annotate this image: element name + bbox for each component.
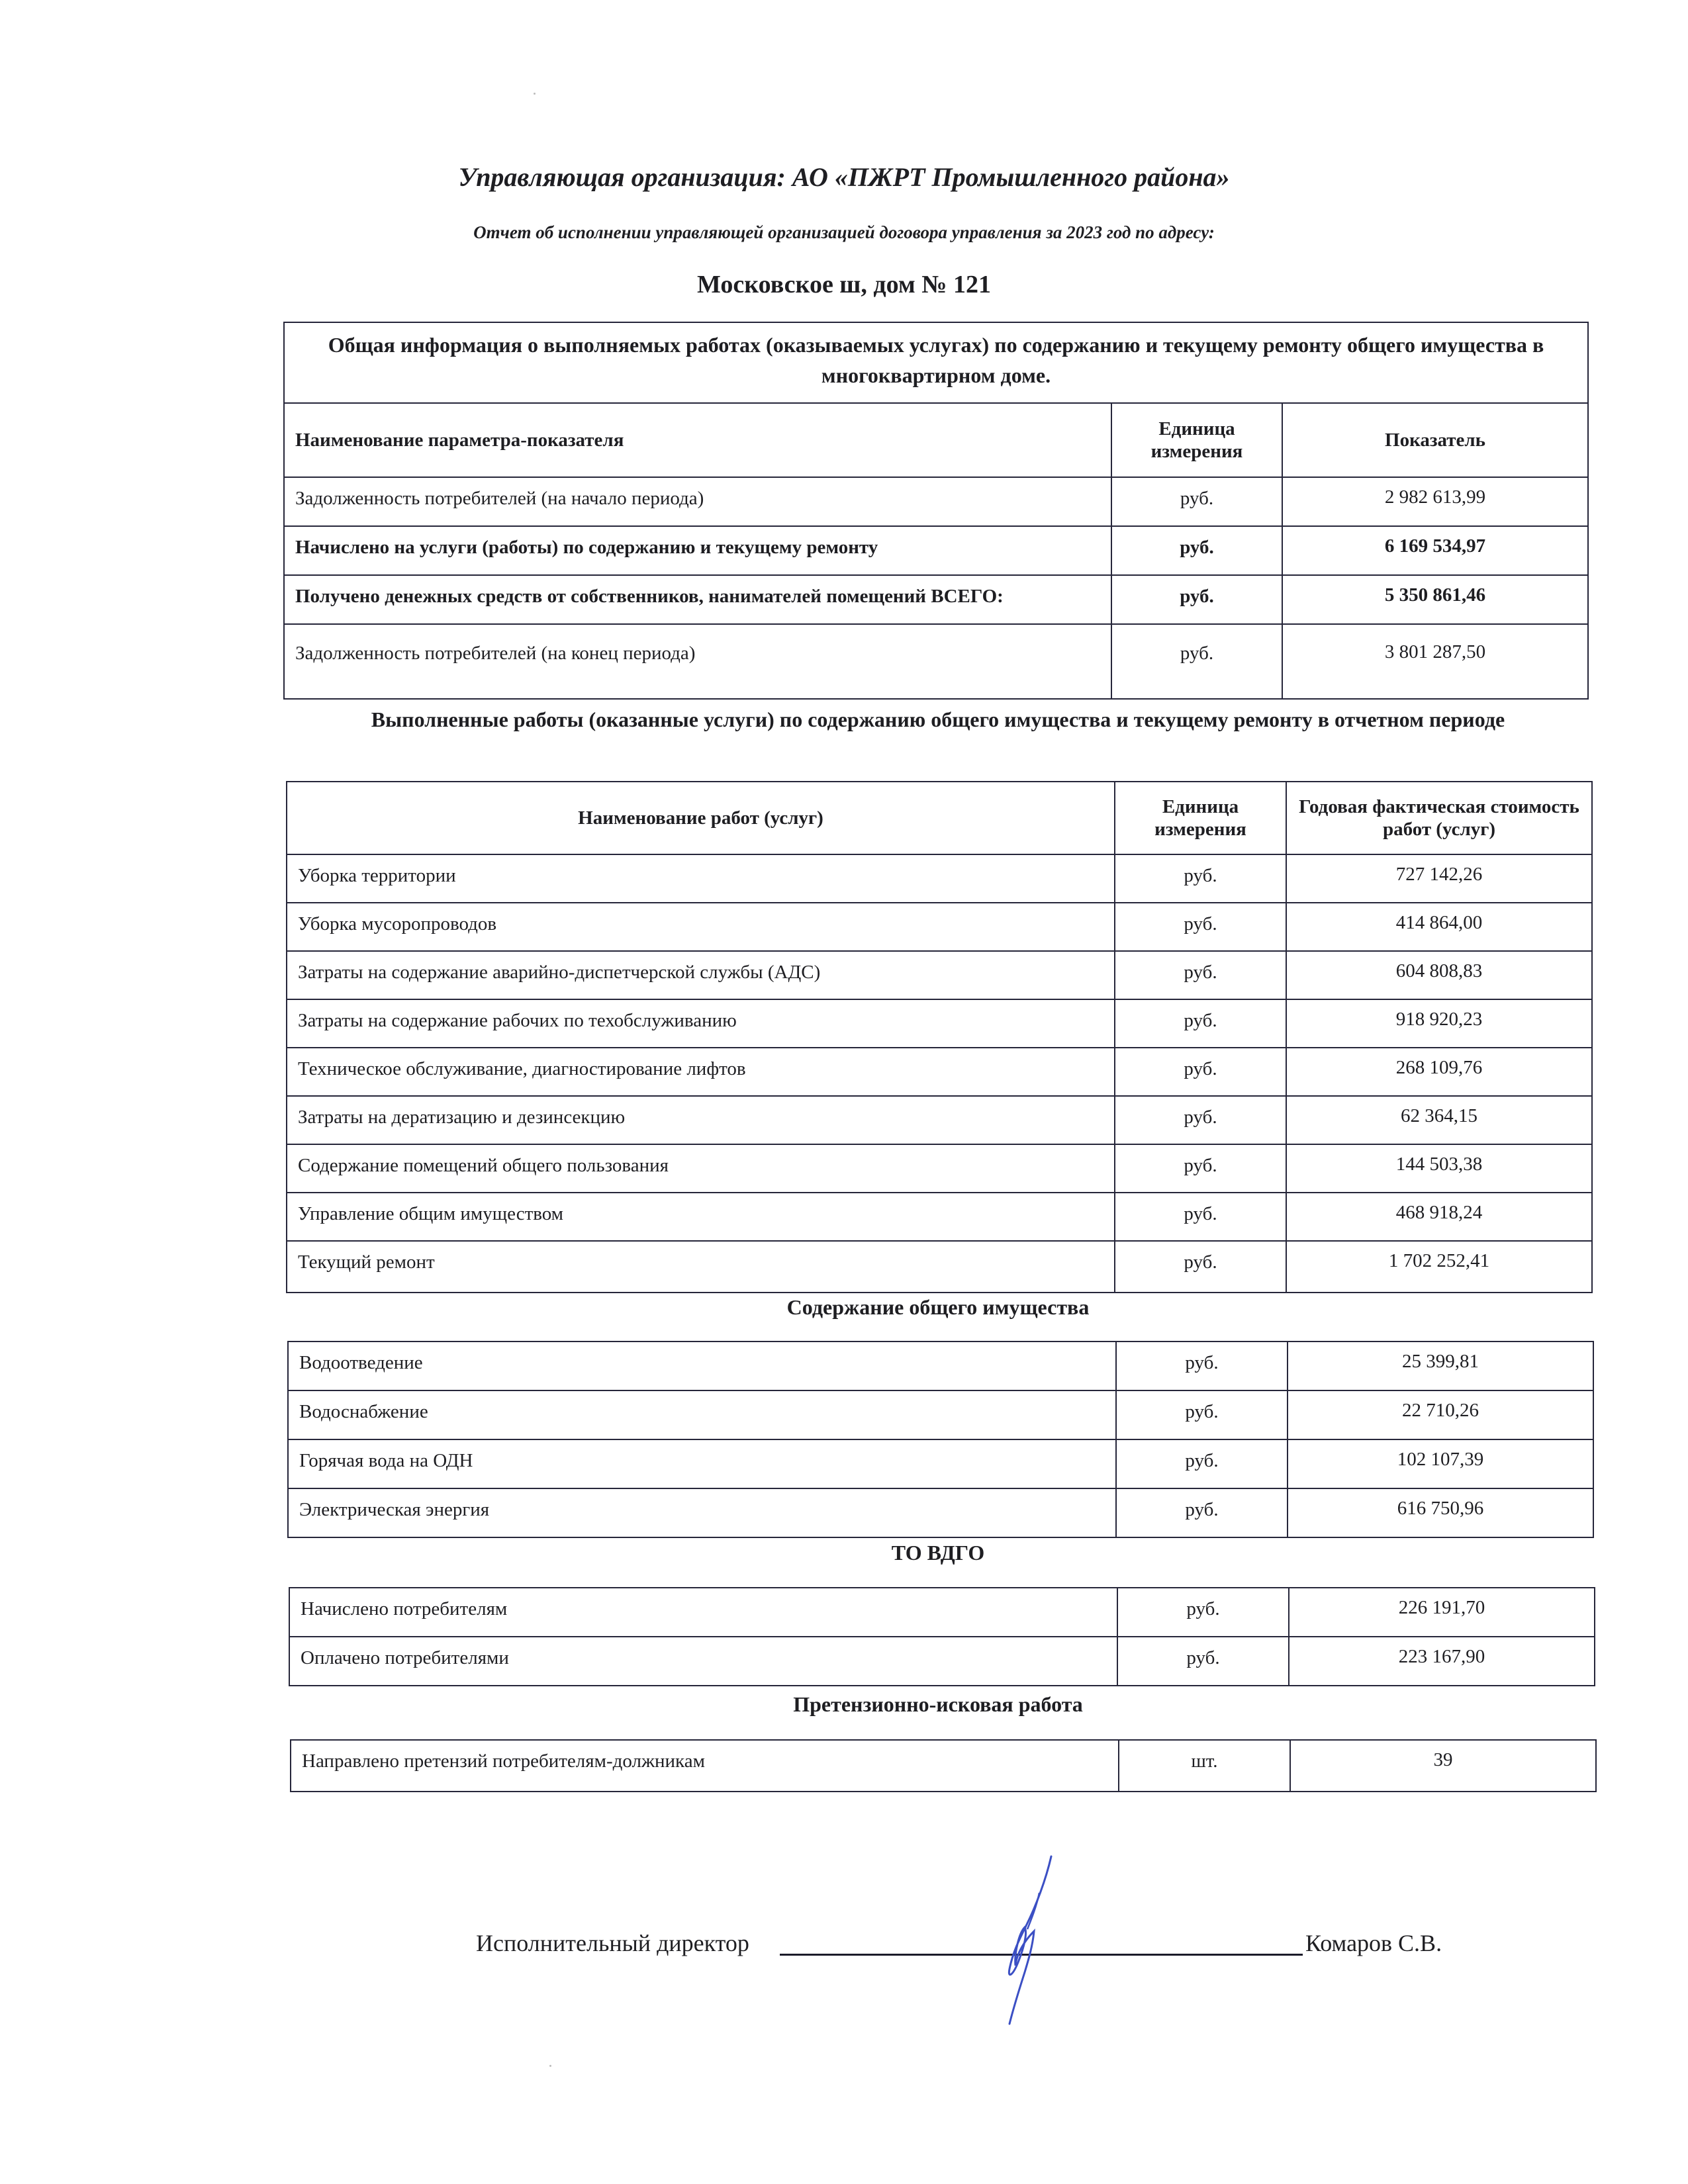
row-unit: руб.	[1115, 1193, 1286, 1241]
row-unit: руб.	[1115, 1241, 1286, 1293]
table-row	[289, 1637, 1595, 1686]
table-row	[287, 1144, 1592, 1193]
row-value: 1 702 252,41	[1286, 1241, 1592, 1293]
table-row	[284, 526, 1588, 575]
row-value: 223 167,90	[1289, 1637, 1595, 1686]
row-unit: руб.	[1111, 575, 1282, 624]
common-property-table	[287, 1341, 1594, 1538]
table-row	[287, 1048, 1592, 1096]
table-row	[291, 1740, 1596, 1792]
table-row	[288, 1488, 1593, 1537]
row-value: 468 918,24	[1286, 1193, 1592, 1241]
column-header-work-name: Наименование работ (услуг)	[287, 782, 1115, 854]
row-name: Управление общим имуществом	[287, 1193, 1115, 1241]
row-unit: шт.	[1119, 1740, 1290, 1792]
row-unit: руб.	[1115, 854, 1286, 903]
works-section-title: Выполненные работы (оказанные услуги) по содержанию общего имущества и текущему ремонту в отчетном периоде	[371, 707, 1505, 731]
address-heading: Московское ш, дом № 121	[697, 271, 991, 298]
table-row	[287, 854, 1592, 903]
row-value: 2 982 613,99	[1282, 477, 1588, 526]
row-name: Начислено потребителям	[289, 1588, 1117, 1637]
row-unit: руб.	[1111, 624, 1282, 699]
row-value: 22 710,26	[1288, 1390, 1593, 1439]
row-unit: руб.	[1116, 1342, 1288, 1390]
row-value: 5 350 861,46	[1282, 575, 1588, 624]
row-unit: руб.	[1117, 1637, 1289, 1686]
table-row	[287, 1193, 1592, 1241]
column-header-parameter: Наименование параметра-показателя	[284, 403, 1111, 477]
row-unit: руб.	[1115, 1048, 1286, 1096]
row-value: 226 191,70	[1289, 1588, 1595, 1637]
row-name: Техническое обслуживание, диагностирование лифтов	[287, 1048, 1115, 1096]
row-name: Затраты на дератизацию и дезинсекцию	[287, 1096, 1115, 1144]
row-unit: руб.	[1115, 903, 1286, 951]
table-row	[288, 1390, 1593, 1439]
row-name: Направлено претензий потребителям-должникам	[291, 1740, 1119, 1792]
row-value: 616 750,96	[1288, 1488, 1593, 1537]
row-unit: руб.	[1111, 526, 1282, 575]
table-row	[289, 1588, 1595, 1637]
row-name: Начислено на услуги (работы) по содержанию и текущему ремонту	[284, 526, 1111, 575]
table-row	[288, 1342, 1593, 1390]
row-name: Затраты на содержание рабочих по техобслуживанию	[287, 999, 1115, 1048]
table-row	[287, 1241, 1592, 1293]
row-value: 918 920,23	[1286, 999, 1592, 1048]
scan-speck	[534, 93, 536, 95]
row-name: Водоотведение	[288, 1342, 1116, 1390]
row-name: Получено денежных средств от собственников, нанимателей помещений ВСЕГО:	[284, 575, 1111, 624]
table-row	[287, 951, 1592, 999]
row-value: 604 808,83	[1286, 951, 1592, 999]
column-header-indicator: Показатель	[1282, 403, 1588, 477]
table-row	[288, 1439, 1593, 1488]
row-name: Водоснабжение	[288, 1390, 1116, 1439]
row-unit: руб.	[1116, 1390, 1288, 1439]
row-unit: руб.	[1111, 477, 1282, 526]
table-row	[284, 575, 1588, 624]
signatory-position: Исполнительный директор	[476, 1930, 749, 1956]
common-property-section-title: Содержание общего имущества	[786, 1295, 1090, 1319]
row-unit: руб.	[1115, 951, 1286, 999]
vdgo-table	[289, 1587, 1595, 1686]
table-row	[287, 903, 1592, 951]
table-row	[287, 999, 1592, 1048]
row-value: 62 364,15	[1286, 1096, 1592, 1144]
row-value: 6 169 534,97	[1282, 526, 1588, 575]
column-header-unit: Единица измерения	[1115, 782, 1286, 854]
row-value: 414 864,00	[1286, 903, 1592, 951]
row-value: 25 399,81	[1288, 1342, 1593, 1390]
report-subtitle: Отчет об исполнении управляющей организацией договора управления за 2023 год по адресу:	[473, 222, 1215, 242]
row-value: 268 109,76	[1286, 1048, 1592, 1096]
row-unit: руб.	[1116, 1439, 1288, 1488]
table-row	[287, 1096, 1592, 1144]
general-info-caption: Общая информация о выполняемых работах (оказываемых услугах) по содержанию и текущему ремонту общего имущества в многоквартирном доме.	[284, 322, 1588, 403]
row-unit: руб.	[1117, 1588, 1289, 1637]
row-name: Затраты на содержание аварийно-диспетчерской службы (АДС)	[287, 951, 1115, 999]
claims-table	[290, 1739, 1597, 1792]
row-unit: руб.	[1115, 1144, 1286, 1193]
row-name: Задолженность потребителей (на начало периода)	[284, 477, 1111, 526]
table-row	[284, 624, 1588, 699]
row-value: 727 142,26	[1286, 854, 1592, 903]
row-name: Горячая вода на ОДН	[288, 1439, 1116, 1488]
general-info-table	[283, 322, 1589, 700]
scan-speck	[549, 2065, 551, 2067]
signatory-name: Комаров С.В.	[1305, 1930, 1442, 1956]
row-value: 102 107,39	[1288, 1439, 1593, 1488]
vdgo-section-title: ТО ВДГО	[891, 1541, 985, 1565]
row-name: Уборка мусоропроводов	[287, 903, 1115, 951]
organization-title: Управляющая организация: АО «ПЖРТ Промышленного района»	[458, 162, 1230, 192]
row-name: Оплачено потребителями	[289, 1637, 1117, 1686]
row-unit: руб.	[1115, 1096, 1286, 1144]
row-name: Электрическая энергия	[288, 1488, 1116, 1537]
works-table	[286, 781, 1593, 1293]
row-name: Задолженность потребителей (на конец периода)	[284, 624, 1111, 699]
row-unit: руб.	[1116, 1488, 1288, 1537]
row-name: Уборка территории	[287, 854, 1115, 903]
row-value: 3 801 287,50	[1282, 624, 1588, 699]
row-value: 39	[1290, 1740, 1596, 1792]
row-unit: руб.	[1115, 999, 1286, 1048]
row-value: 144 503,38	[1286, 1144, 1592, 1193]
handwritten-signature-icon	[973, 1853, 1105, 2025]
row-name: Содержание помещений общего пользования	[287, 1144, 1115, 1193]
table-row	[284, 477, 1588, 526]
column-header-annual-cost: Годовая фактическая стоимость работ (услуг)	[1286, 782, 1592, 854]
claims-section-title: Претензионно-исковая работа	[793, 1692, 1083, 1716]
row-name: Текущий ремонт	[287, 1241, 1115, 1293]
column-header-unit: Единица измерения	[1111, 403, 1282, 477]
